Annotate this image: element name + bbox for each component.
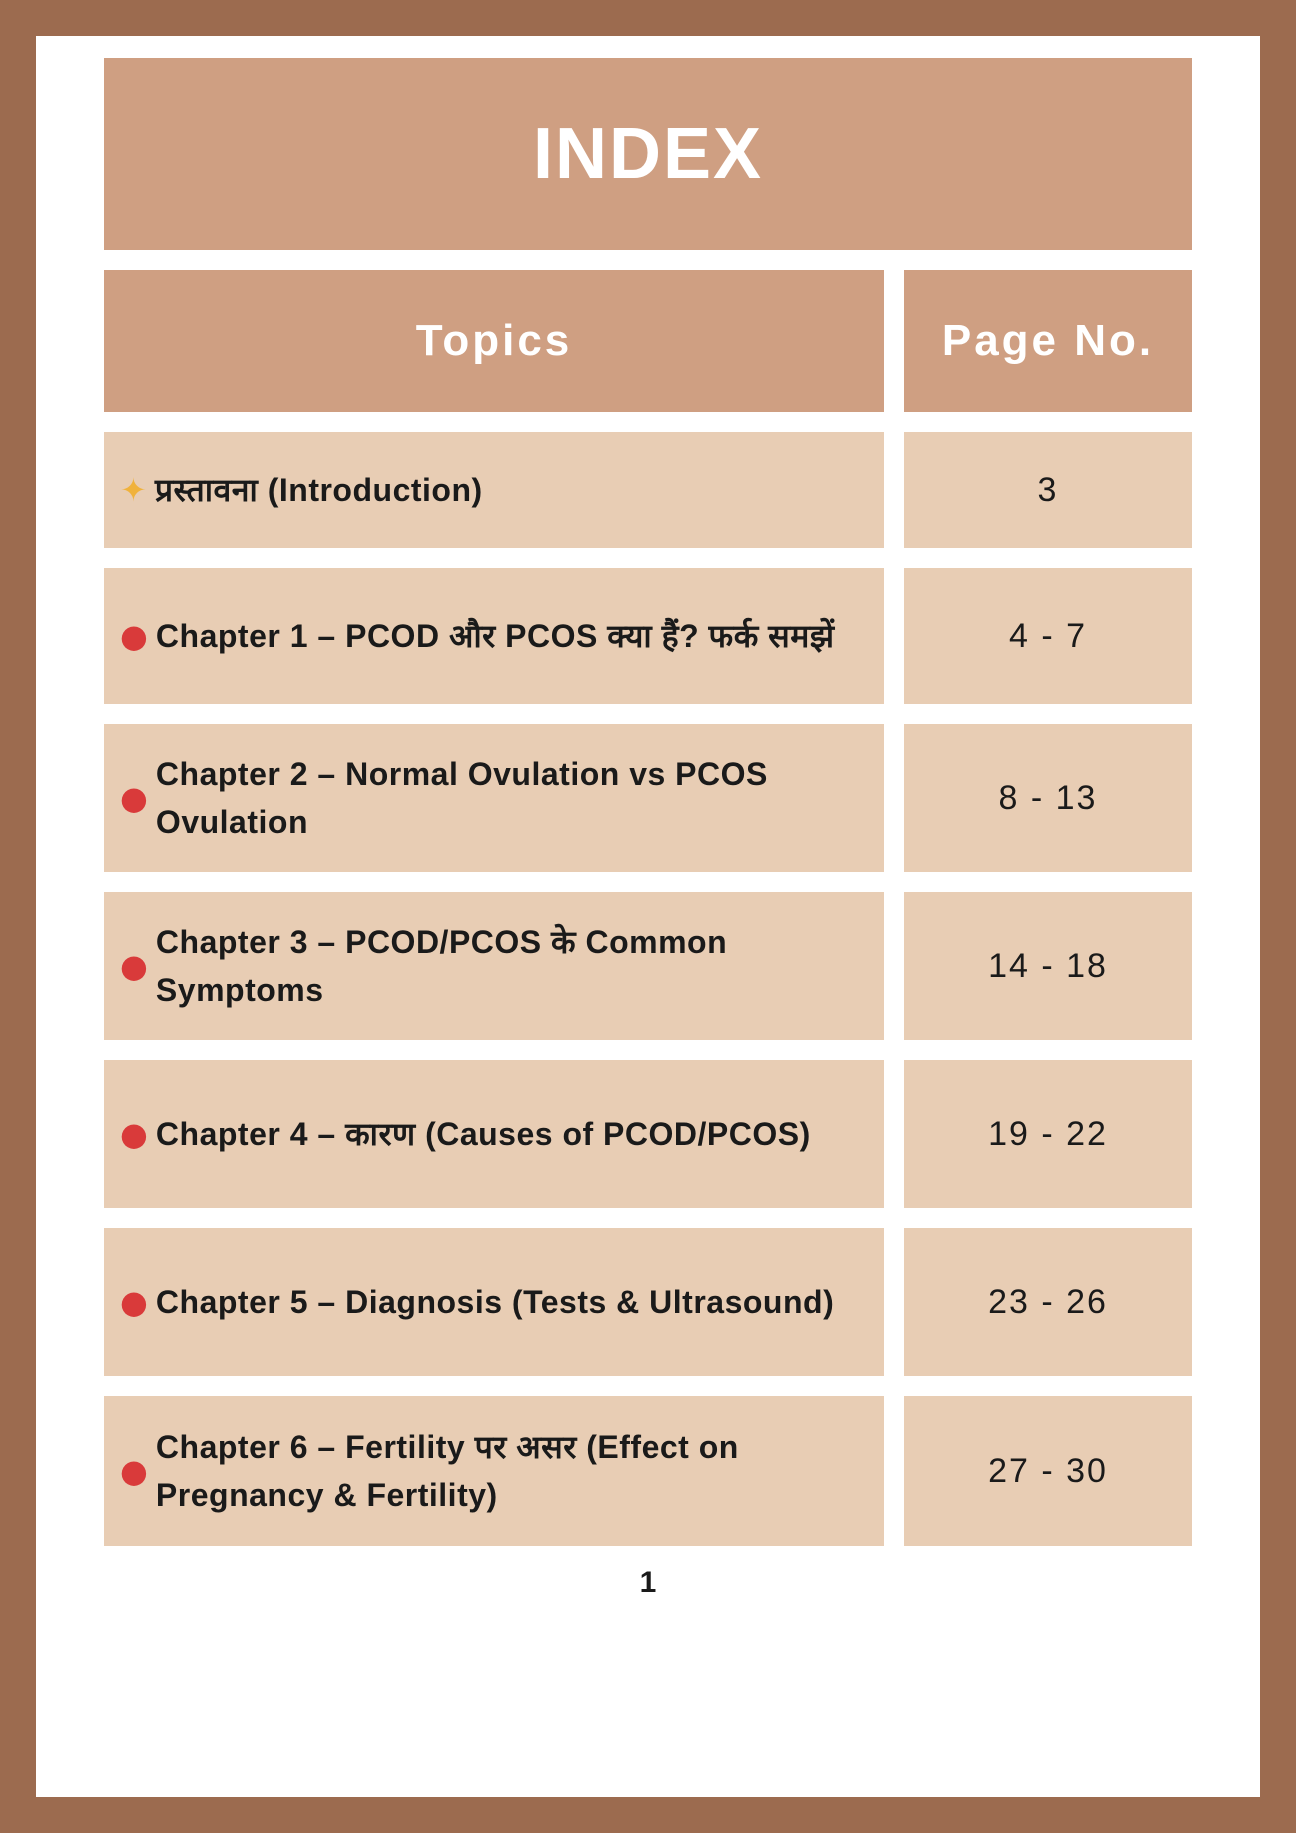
index-table [104, 270, 1192, 1546]
page-label: 8 - 13 [998, 778, 1098, 817]
topic-cell [104, 432, 884, 548]
page-cell [904, 432, 1192, 548]
drop-icon: ● [120, 1283, 148, 1321]
page-cell [904, 724, 1192, 872]
table-row[interactable] [104, 568, 1192, 704]
drop-icon: ● [120, 947, 148, 985]
document-page [36, 36, 1260, 1797]
column-header-page-no: Page No. [904, 270, 1192, 412]
page-label: 14 - 18 [988, 946, 1108, 985]
sparkle-icon: ✦ [120, 471, 147, 509]
page-cell [904, 892, 1192, 1040]
topic-label: Chapter 3 – PCOD/PCOS के Common Symptoms [155, 924, 728, 1008]
table-row[interactable] [104, 1396, 1192, 1546]
topic-cell [104, 724, 884, 872]
page-label: 19 - 22 [988, 1114, 1108, 1153]
topic-label: Chapter 2 – Normal Ovulation vs PCOS Ovulation [155, 756, 768, 840]
drop-icon: ● [120, 1115, 148, 1153]
drop-icon: ● [120, 1452, 148, 1490]
topic-cell [104, 1228, 884, 1376]
drop-icon: ● [120, 617, 148, 655]
page-label: 27 - 30 [988, 1451, 1108, 1490]
page-cell [904, 568, 1192, 704]
page-label: 23 - 26 [988, 1282, 1108, 1321]
page-label: 3 [1037, 470, 1059, 509]
column-header-topics: Topics [104, 270, 884, 412]
topic-cell [104, 892, 884, 1040]
page-number: 1 [639, 1566, 657, 1599]
page-label: 4 - 7 [1008, 616, 1088, 655]
topic-cell [104, 1396, 884, 1546]
table-row[interactable] [104, 1060, 1192, 1208]
page-title: INDEX [532, 114, 764, 194]
topic-cell [104, 1060, 884, 1208]
page-cell [904, 1228, 1192, 1376]
topic-cell [104, 568, 884, 704]
table-row[interactable] [104, 1228, 1192, 1376]
topic-label: Chapter 1 – PCOD और PCOS क्या हैं? फर्क समझें [155, 618, 835, 654]
table-header-row [104, 270, 1192, 412]
topic-label: Chapter 4 – कारण (Causes of PCOD/PCOS) [155, 1116, 811, 1152]
topic-label: Chapter 5 – Diagnosis (Tests & Ultrasound) [155, 1284, 835, 1320]
index-banner [104, 58, 1192, 250]
topic-label: प्रस्तावना (Introduction) [154, 472, 483, 508]
table-row[interactable] [104, 724, 1192, 872]
drop-icon: ● [120, 779, 148, 817]
table-row[interactable] [104, 432, 1192, 548]
page-cell [904, 1060, 1192, 1208]
page-cell [904, 1396, 1192, 1546]
topic-label: Chapter 6 – Fertility पर असर (Effect on Pregnancy & Fertility) [155, 1429, 739, 1513]
table-row[interactable] [104, 892, 1192, 1040]
